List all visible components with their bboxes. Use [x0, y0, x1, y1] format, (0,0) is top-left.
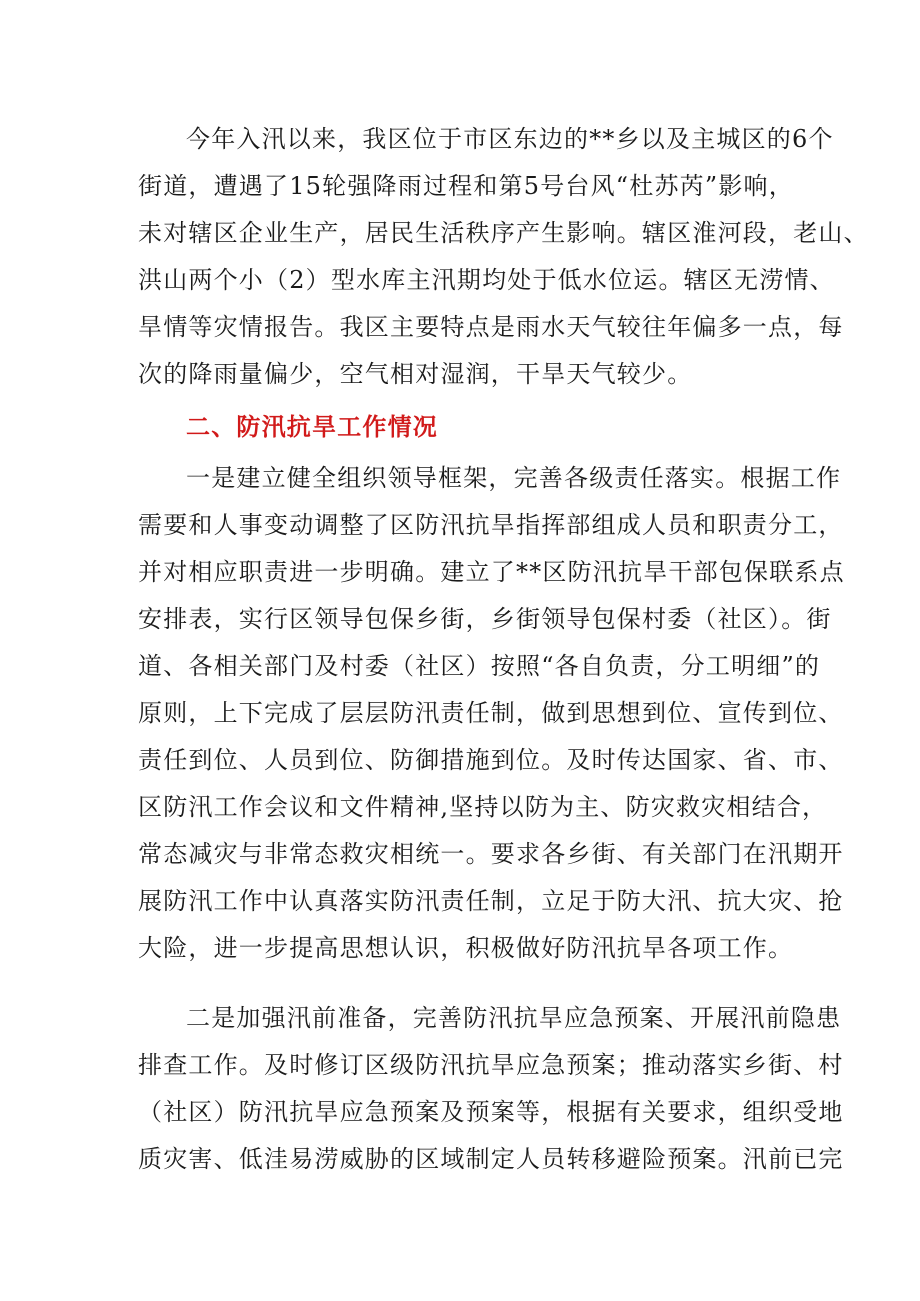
paragraph-2-line-4: 安排表，实行区领导包保乡街，乡街领导包保村委（社区）。街 — [138, 605, 832, 633]
paragraph-2-line-5: 道、各相关部门及村委（社区）按照“各自负责，分工明细”的 — [138, 652, 821, 680]
paragraph-2-line-3: 并对相应职责进一步明确。建立了**区防汛抗旱干部包保联系点 — [138, 558, 845, 586]
paragraph-2-line-7: 责任到位、人员到位、防御措施到位。及时传达国家、省、市、 — [138, 746, 844, 774]
paragraph-2-line-8: 区防汛工作会议和文件精神,坚持以防为主、防灾救灾相结合， — [138, 793, 828, 821]
section-heading: 二、防汛抗旱工作情况 — [186, 413, 438, 441]
paragraph-1-line-1: 今年入汛以来，我区位于市区东边的**乡以及主城区的6个 — [186, 125, 834, 153]
paragraph-3-line-1: 二是加强汛前准备，完善防汛抗旱应急预案、开展汛前隐患 — [186, 1004, 842, 1032]
paragraph-3-line-2: 排查工作。及时修订区级防汛抗旱应急预案；推动落实乡街、村 — [138, 1051, 844, 1079]
paragraph-2-line-1: 一是建立健全组织领导框架，完善各级责任落实。根据工作 — [186, 464, 842, 492]
paragraph-1-line-5: 旱情等灾情报告。我区主要特点是雨水天气较往年偏多一点，每 — [138, 313, 844, 341]
paragraph-3-line-3: （社区）防汛抗旱应急预案及预案等，根据有关要求，组织受地 — [138, 1098, 844, 1126]
paragraph-1-line-6: 次的降雨量偏少，空气相对湿润，干旱天气较少。 — [138, 360, 693, 388]
paragraph-1-line-2: 街道，遭遇了15轮强降雨过程和第5号台风“杜苏芮”影响， — [138, 172, 794, 200]
paragraph-1-line-3: 未对辖区企业生产，居民生活秩序产生影响。辖区淮河段，老山、 — [138, 219, 869, 247]
paragraph-2-line-10: 展防汛工作中认真落实防汛责任制，立足于防大汛、抗大灾、抢 — [138, 887, 844, 915]
paragraph-2-line-9: 常态减灾与非常态救灾相统一。要求各乡街、有关部门在汛期开 — [138, 840, 844, 868]
paragraph-2-line-11: 大险，进一步提高思想认识，积极做好防汛抗旱各项工作。 — [138, 934, 794, 962]
paragraph-3-line-4: 质灾害、低洼易涝威胁的区域制定人员转移避险预案。汛前已完 — [138, 1145, 844, 1173]
paragraph-2-line-6: 原则，上下完成了层层防汛责任制，做到思想到位、宣传到位、 — [138, 699, 844, 727]
paragraph-2-line-2: 需要和人事变动调整了区防汛抗旱指挥部组成人员和职责分工， — [138, 511, 844, 539]
paragraph-1-line-4: 洪山两个小（2）型水库主汛期均处于低水位运。辖区无涝情、 — [138, 266, 835, 294]
